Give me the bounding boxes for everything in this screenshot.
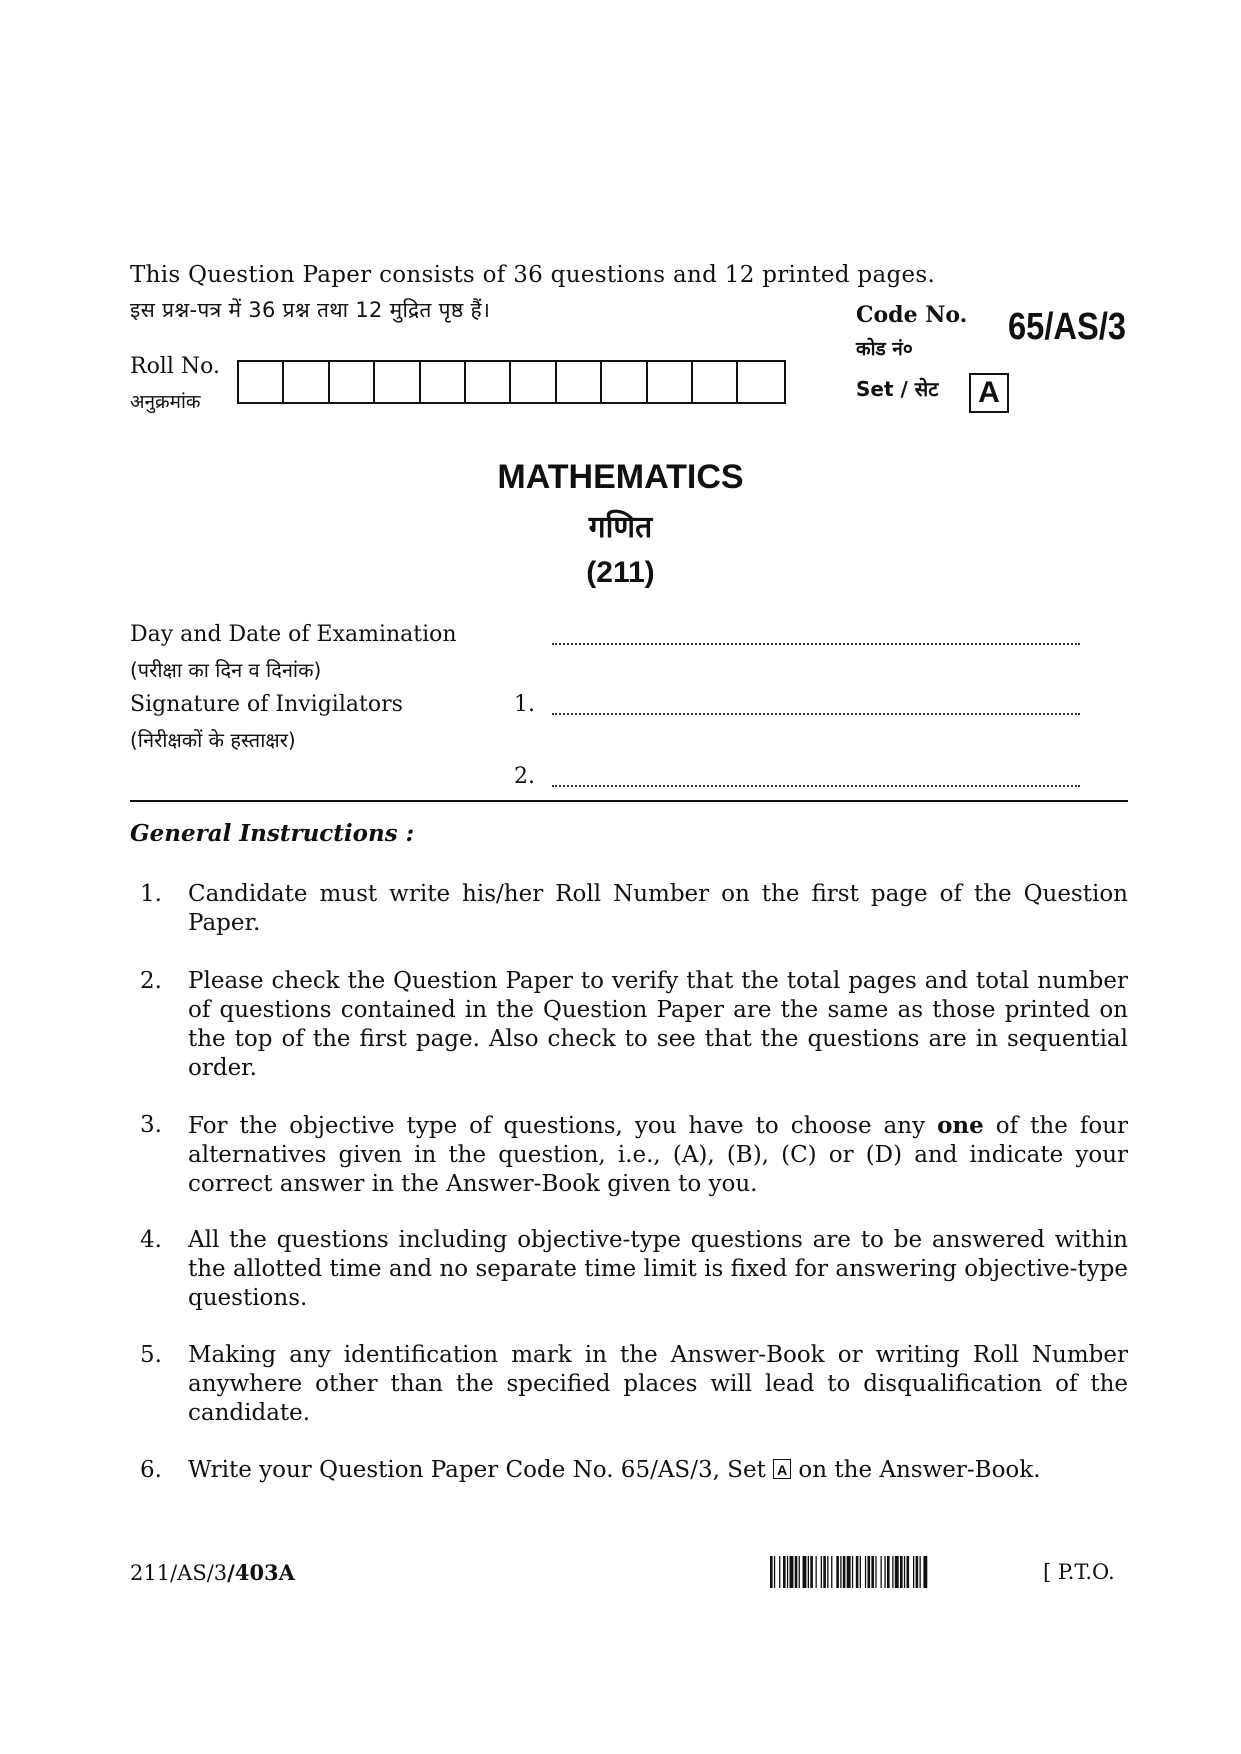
roll-number-cell[interactable] <box>648 362 693 402</box>
barcode-bar <box>783 1556 786 1588</box>
instruction-text <box>188 1456 1128 1485</box>
barcode-bar <box>803 1556 807 1588</box>
barcode-bar <box>787 1556 788 1588</box>
date-label-hindi: (परीक्षा का दिन व दिनांक) <box>130 658 322 682</box>
barcode-bar <box>808 1556 809 1588</box>
signature-1-line[interactable] <box>552 713 1080 715</box>
instruction-number: 1. <box>140 881 162 907</box>
roll-number-cell[interactable] <box>557 362 602 402</box>
footer-pto: [ P.T.O. <box>1043 1560 1115 1584</box>
roll-number-cell[interactable] <box>511 362 556 402</box>
instruction-number: 5. <box>140 1342 162 1368</box>
barcode-bar <box>900 1556 903 1588</box>
instruction-number: 2. <box>140 968 162 994</box>
date-field-line[interactable] <box>552 643 1080 645</box>
subject-code: (211) <box>586 556 655 589</box>
barcode-bar <box>799 1556 800 1588</box>
intro-hindi: इस प्रश्न-पत्र में 36 प्रश्न तथा 12 मुद्रित पृष्ठ हैं। <box>130 298 491 322</box>
roll-number-cell[interactable] <box>738 362 783 402</box>
barcode-image <box>770 1556 1032 1588</box>
barcode-bar <box>904 1556 905 1588</box>
barcode-bar <box>865 1556 866 1588</box>
barcode-bar <box>847 1556 851 1588</box>
instruction-text: All the questions including objective-type questions are to be answered within the allotted time and no separate time limit is fixed for answering objective-type questions. <box>188 1227 1128 1311</box>
barcode-bar <box>774 1556 775 1588</box>
barcode-bar <box>923 1556 927 1588</box>
barcode-bar <box>816 1556 817 1588</box>
code-value: 65/AS/3 <box>1008 306 1127 348</box>
instruction-text-part: Write your Question Paper Code No. 65/AS/3, Set <box>188 1457 774 1483</box>
barcode-bar <box>836 1556 839 1588</box>
instruction-item <box>130 1111 1128 1199</box>
barcode-bar <box>840 1556 841 1588</box>
instruction-text-part: of the four alternatives given in the question, i.e., (A), (B), (C) or (D) and indicate your correct answer in the Answer-Book given to you. <box>188 1113 1128 1197</box>
signature-2-number: 2. <box>514 764 535 789</box>
barcode-bar <box>810 1556 813 1588</box>
roll-number-cell[interactable] <box>239 362 284 402</box>
intro-english: This Question Paper consists of 36 questions and 12 printed pages. <box>130 262 936 288</box>
instruction-text <box>188 1111 1128 1199</box>
barcode-bar <box>821 1556 822 1588</box>
barcode-bar <box>892 1556 893 1588</box>
footer-code-bold: /403A <box>227 1560 295 1585</box>
set-label: Set / सेट <box>856 377 939 401</box>
set-mini-box: A <box>773 1459 791 1479</box>
roll-number-cell[interactable] <box>375 362 420 402</box>
barcode-bar <box>856 1556 859 1588</box>
barcode-bar <box>895 1556 899 1588</box>
date-label-english: Day and Date of Examination <box>130 622 457 647</box>
roll-label-hindi: अनुक्रमांक <box>130 391 201 413</box>
barcode-bar <box>884 1556 885 1588</box>
barcode-bar <box>779 1556 780 1588</box>
instruction-text: Please check the Question Paper to verify that the total pages and total number of questions contained in the Question Paper are the same as those printed on the top of the first page. Also check to see that the questions are in sequential order. <box>188 968 1128 1081</box>
subject-name-hindi: गणित <box>588 510 653 545</box>
instruction-text: Making any identification mark in the Answer-Book or writing Roll Number anywhere other than the specified places will lead to disqualification of the candidate. <box>188 1342 1128 1426</box>
instruction-item <box>130 1226 1128 1313</box>
footer-code-prefix: 211/AS/3 <box>130 1561 228 1585</box>
subject-name-english: MATHEMATICS <box>497 458 744 496</box>
barcode-bar <box>907 1556 910 1588</box>
instruction-text-part: For the objective type of questions, you have to choose any <box>188 1113 938 1139</box>
instruction-text: Candidate must write his/her Roll Number on the first page of the Question Paper. <box>188 881 1128 936</box>
instructions-title: General Instructions : <box>130 820 415 847</box>
barcode-bar <box>920 1556 921 1588</box>
header-divider <box>130 800 1128 802</box>
barcode-bar <box>795 1556 798 1588</box>
signature-label-hindi: (निरीक्षकों के हस्ताक्षर) <box>130 728 296 752</box>
roll-number-cell[interactable] <box>421 362 466 402</box>
code-label-english: Code No. <box>856 302 968 328</box>
instruction-number: 4. <box>140 1227 162 1253</box>
barcode-bar <box>770 1556 773 1588</box>
roll-number-cell[interactable] <box>602 362 647 402</box>
barcode-bar <box>827 1556 828 1588</box>
roll-label-english: Roll No. <box>130 354 220 379</box>
barcode-bar <box>881 1556 882 1588</box>
signature-label-english: Signature of Invigilators <box>130 692 403 717</box>
roll-number-cell[interactable] <box>466 362 511 402</box>
barcode-bar <box>852 1556 853 1588</box>
barcode-bar <box>831 1556 832 1588</box>
barcode-bar <box>860 1556 861 1588</box>
instruction-number: 3. <box>140 1112 162 1138</box>
code-label-hindi: कोड नं० <box>856 338 913 360</box>
instruction-item <box>130 967 1128 1083</box>
barcode-bar <box>875 1556 876 1588</box>
roll-number-boxes[interactable] <box>237 360 786 404</box>
instruction-item <box>130 880 1128 938</box>
instruction-item <box>130 1456 1128 1485</box>
barcode-bar <box>916 1556 919 1588</box>
barcode-bar <box>913 1556 914 1588</box>
barcode-bar <box>868 1556 871 1588</box>
instruction-number: 6. <box>140 1457 162 1483</box>
instruction-text-part: on the Answer-Book. <box>791 1457 1041 1483</box>
roll-number-cell[interactable] <box>330 362 375 402</box>
set-box: A <box>969 373 1009 413</box>
signature-1-number: 1. <box>514 692 535 717</box>
instruction-emphasis: one <box>937 1112 984 1139</box>
roll-number-cell[interactable] <box>693 362 738 402</box>
signature-2-line[interactable] <box>552 785 1080 787</box>
roll-number-cell[interactable] <box>284 362 329 402</box>
barcode-bar <box>823 1556 826 1588</box>
barcode-bar <box>887 1556 890 1588</box>
footer-paper-code <box>130 1560 295 1585</box>
instruction-item <box>130 1341 1128 1428</box>
barcode-bar <box>790 1556 794 1588</box>
barcode-bar <box>871 1556 874 1588</box>
barcode-bar <box>843 1556 846 1588</box>
